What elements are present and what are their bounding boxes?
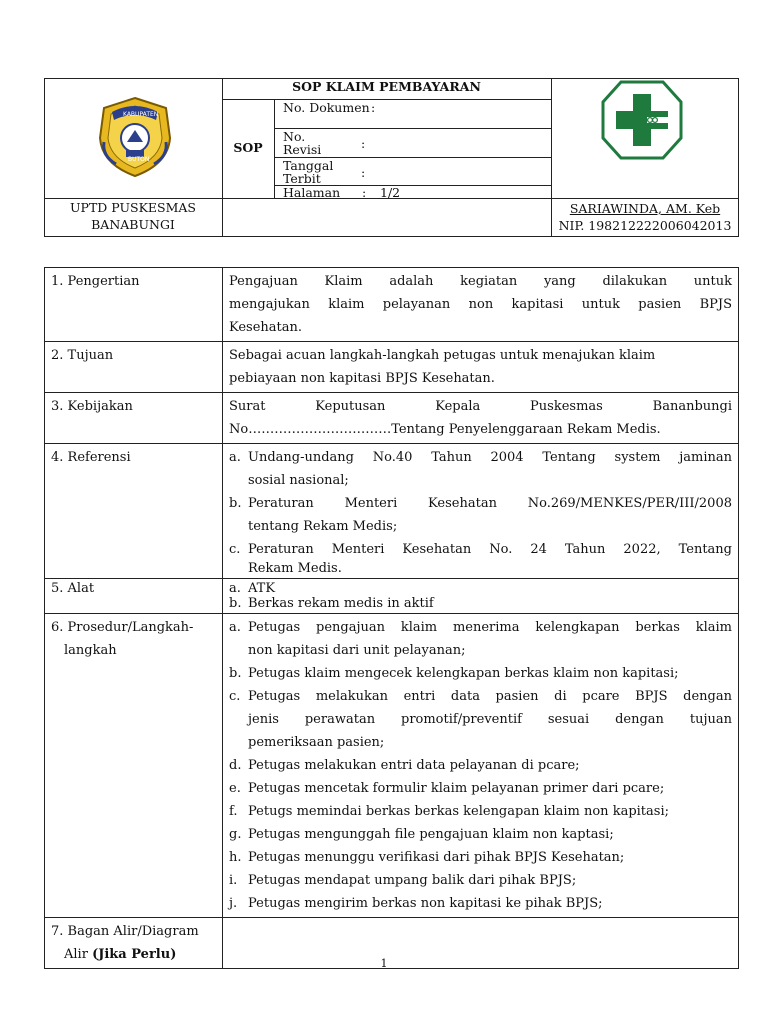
- bagan-label-jika-perlu: (Jika Perlu): [92, 947, 177, 962]
- item-key: d.: [229, 758, 242, 773]
- org-name-line1: UPTD PUSKESMAS: [70, 200, 196, 215]
- item-line: non kapitasi dari unit pelayanan;: [248, 643, 466, 658]
- list-item: [229, 492, 732, 538]
- field-no-revisi-label-1: No.: [283, 129, 306, 144]
- field-halaman-value: 1/2: [380, 185, 401, 200]
- item-key: i.: [229, 873, 238, 888]
- field-tanggal-label-2: Terbit: [283, 171, 321, 186]
- content-pengertian: [223, 268, 739, 342]
- bagan-label-line-1: 7. Bagan Alir/Diagram: [51, 924, 199, 939]
- item-key: c.: [229, 542, 241, 557]
- logo-text-kabupaten: KABUPATEN: [123, 111, 159, 118]
- content-tujuan: [223, 342, 739, 393]
- list-item: [229, 800, 732, 823]
- sop-header: [44, 78, 739, 237]
- field-tanggal-label-1: Tanggal: [283, 158, 334, 173]
- field-no-revisi-sep: :: [361, 136, 366, 151]
- content-alat: [223, 579, 739, 614]
- kabupaten-buton-logo: [94, 94, 176, 180]
- list-item: [229, 662, 732, 685]
- row-alat: [45, 579, 739, 614]
- row-prosedur: [45, 614, 739, 918]
- row-referensi: [45, 444, 739, 579]
- item-key: f.: [229, 804, 238, 819]
- item-line: Petugas melakukan entri data pelayanan di pcare;: [248, 758, 580, 773]
- list-item: [229, 616, 732, 662]
- label-kebijakan: 3. Kebijakan: [45, 393, 223, 444]
- item-key: a.: [229, 581, 241, 596]
- row-tujuan: [45, 342, 739, 393]
- item-key: b.: [229, 496, 242, 511]
- item-line: tentang Rekam Medis;: [248, 519, 398, 534]
- pengertian-line-1: Pengajuan Klaim adalah kegiatan yang dilakukan untuk: [229, 274, 732, 289]
- item-line: jenis perawatan promotif/preventif sesuai dengan tujuan: [248, 712, 732, 727]
- signer-nip: NIP. 198212222006042013: [558, 218, 732, 233]
- label-prosedur: [45, 614, 223, 918]
- list-item: [229, 869, 732, 892]
- list-item: [229, 892, 732, 915]
- item-key: b.: [229, 596, 242, 611]
- item-line: Petugas mengirim berkas non kapitasi ke pihak BPJS;: [248, 896, 603, 911]
- kebijakan-line-2: No……………………………Tentang Penyelenggaraan Rekam Medis.: [229, 422, 661, 437]
- item-key: e.: [229, 781, 241, 796]
- item-line: Peraturan Menteri Kesehatan No.269/MENKES/PER/III/2008: [248, 496, 732, 511]
- field-tanggal-sep: :: [361, 165, 366, 180]
- item-line: Petugas pengajuan klaim menerima kelengkapan berkas klaim: [248, 620, 732, 635]
- item-line: Petugas menunggu verifikasi dari pihak BPJS Kesehatan;: [248, 850, 625, 865]
- label-alat: 5. Alat: [45, 579, 223, 614]
- item-line: Petugas mendapat umpang balik dari pihak BPJS;: [248, 873, 577, 888]
- field-halaman-label: Halaman: [283, 185, 341, 200]
- item-key: j.: [229, 896, 238, 911]
- content-referensi: [223, 444, 739, 579]
- item-key: c.: [229, 689, 241, 704]
- logo-text-buton: BUTON: [128, 156, 150, 163]
- item-key: a.: [229, 450, 241, 465]
- list-item: [229, 538, 732, 576]
- item-line: pemeriksaan pasien;: [248, 735, 385, 750]
- item-line: Rekam Medis.: [248, 561, 342, 576]
- row-pengertian: [45, 268, 739, 342]
- sop-content: [44, 267, 739, 969]
- item-line: Petugas klaim mengecek kelengkapan berkas klaim non kapitasi;: [248, 666, 679, 681]
- item-key: b.: [229, 666, 242, 681]
- prosedur-label-line-2: langkah: [64, 643, 117, 658]
- content-prosedur: [223, 614, 739, 918]
- label-referensi: 4. Referensi: [45, 444, 223, 579]
- page-number: 1: [380, 957, 388, 970]
- kebijakan-line-1: Surat Keputusan Kepala Puskesmas Bananbungi: [229, 399, 732, 414]
- item-key: a.: [229, 620, 241, 635]
- bagan-label-alir: Alir: [64, 947, 93, 962]
- list-item: [229, 823, 732, 846]
- label-pengertian: 1. Pengertian: [45, 268, 223, 342]
- document-title: SOP KLAIM PEMBAYARAN: [292, 79, 481, 94]
- content-kebijakan: [223, 393, 739, 444]
- item-key: g.: [229, 827, 242, 842]
- signer-name: SARIAWINDA, AM. Keb: [569, 201, 721, 216]
- item-line: Petugas melakukan entri data pasien di pcare BPJS dengan: [248, 689, 732, 704]
- list-item: [229, 777, 732, 800]
- field-halaman-sep: :: [362, 185, 367, 200]
- item-line: Peraturan Menteri Kesehatan No. 24 Tahun 2022, Tentang: [248, 542, 732, 557]
- item-line: sosial nasional;: [248, 473, 349, 488]
- puskesmas-logo: [601, 80, 683, 160]
- list-item: [229, 446, 732, 492]
- item-line: Petugas mengunggah file pengajuan klaim non kaptasi;: [248, 827, 614, 842]
- field-no-dokumen-label: No. Dokumen: [283, 100, 370, 115]
- pengertian-line-2: mengajukan klaim pelayanan non kapitasi untuk pasien BPJS: [229, 297, 732, 312]
- item-line: Petugas mencetak formulir klaim pelayanan primer dari pcare;: [248, 781, 665, 796]
- list-item: [229, 581, 732, 596]
- item-line: Berkas rekam medis in aktif: [248, 596, 434, 611]
- list-item: [229, 754, 732, 777]
- field-no-revisi-label-2: Revisi: [283, 142, 322, 157]
- sop-table: [44, 267, 739, 969]
- prosedur-label-line-1: 6. Prosedur/Langkah-: [51, 620, 194, 635]
- label-tujuan: 2. Tujuan: [45, 342, 223, 393]
- field-no-dokumen-sep: :: [371, 100, 376, 115]
- list-item: [229, 685, 732, 754]
- tujuan-line-1: Sebagai acuan langkah-langkah petugas untuk menajukan klaim: [229, 348, 656, 363]
- list-item: [229, 596, 732, 611]
- item-key: h.: [229, 850, 242, 865]
- org-name-line2: BANABUNGI: [91, 217, 175, 232]
- row-kebijakan: [45, 393, 739, 444]
- tujuan-line-2: pebiayaan non kapitasi BPJS Kesehatan.: [229, 371, 495, 386]
- list-item: [229, 846, 732, 869]
- item-line: Petugs memindai berkas berkas kelengapan klaim non kapitasi;: [248, 804, 669, 819]
- sop-label: SOP: [233, 140, 263, 155]
- item-line: ATK: [248, 581, 276, 596]
- pengertian-line-3: Kesehatan.: [229, 320, 303, 335]
- item-line: Undang-undang No.40 Tahun 2004 Tentang system jaminan: [248, 450, 732, 465]
